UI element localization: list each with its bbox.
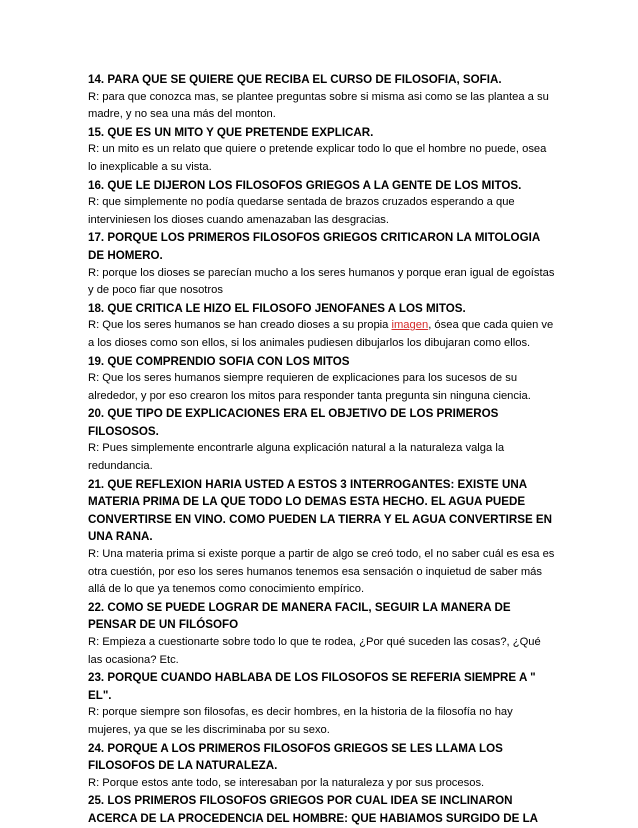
imagen-link[interactable]: imagen <box>391 319 429 332</box>
answer-22: R: Empieza a cuestionarte sobre todo lo que te rodea, ¿Por qué suceden las cosas?, ¿Qué las ocasiona? Etc. <box>88 636 541 666</box>
answer-16: R: que simplemente no podía quedarse sentada de brazos cruzados esperando a que interviniesen los dioses cuando amenazaban las desgracias. <box>88 196 515 226</box>
answer-20: R: Pues simplemente encontrarle alguna explicación natural a la naturaleza valga la redundancia. <box>88 442 505 473</box>
answer-14: R: para que conozca mas, se plantee preguntas sobre si misma asi como se las plantea a su madre, y no sea una más del monton. <box>88 90 549 121</box>
question-20: 20. QUE TIPO DE EXPLICACIONES ERA EL OBJETIVO DE LOS PRIMEROS FILOSOSOS. <box>88 407 499 438</box>
answer-19: R: Que los seres humanos siempre requieren de explicaciones para los sucesos de su alrededor, y por eso crearon los mitos para responder tanta pregunta sin ninguna ciencia. <box>88 372 531 402</box>
question-18: 18. QUE CRITICA LE HIZO EL FILOSOFO JENOFANES A LOS MITOS. <box>88 301 466 315</box>
question-15: 15. QUE ES UN MITO Y QUE PRETENDE EXPLICAR. <box>88 125 374 139</box>
question-24: 24. PORQUE A LOS PRIMEROS FILOSOFOS GRIEGOS SE LES LLAMA LOS FILOSOFOS DE LA NATURALEZA. <box>88 741 503 773</box>
question-16: 16. QUE LE DIJERON LOS FILOSOFOS GRIEGOS A LA GENTE DE LOS MITOS. <box>88 178 522 192</box>
question-22: 22. COMO SE PUEDE LOGRAR DE MANERA FACIL, SEGUIR LA MANERA DE PENSAR DE UN FILÓSOFO <box>88 600 511 632</box>
answer-18 <box>88 317 556 352</box>
question-25: 25. LOS PRIMEROS FILOSOFOS GRIEGOS POR CUAL IDEA SE INCLINARON ACERCA DE LA PROCEDENCIA DEL HOMBRE: QUE HABIAMOS SURGIDO DE LA <box>88 794 539 825</box>
answer-15: R: un mito es un relato que quiere o pretende explicar todo lo que el hombre no puede, osea lo inexplicable a su vista. <box>88 143 547 173</box>
answer-23: R: porque siempre son filosofas, es decir hombres, en la historia de la filosofía no hay mujeres, ya que se les discriminaba por su sexo. <box>88 706 513 736</box>
question-19: 19. QUE COMPRENDIO SOFIA CON LOS MITOS <box>88 354 350 368</box>
answer-24: R: Porque estos ante todo, se interesaban por la naturaleza y por sus procesos. <box>88 776 485 789</box>
document-content <box>88 71 556 828</box>
question-23: 23. PORQUE CUANDO HABLABA DE LOS FILOSOFOS SE REFERIA SIEMPRE A " EL". <box>88 671 536 702</box>
question-17: 17. PORQUE LOS PRIMEROS FILOSOFOS GRIEGOS CRITICARON LA MITOLOGIA DE HOMERO. <box>88 231 540 262</box>
answer-18-text-after: , ósea que cada quien ve a los dioses como son ellos, si los animales pudiesen dibujarlos los dibujaran como ellos. <box>88 319 554 349</box>
answer-17: R: porque los dioses se parecían mucho a los seres humanos y porque eran igual de egoístas y de poco fiar que nosotros <box>88 266 555 297</box>
answer-18-text-before: R: Que los seres humanos se han creado dioses a su propia <box>88 319 392 332</box>
question-14: 14. PARA QUE SE QUIERE QUE RECIBA EL CURSO DE FILOSOFIA, SOFIA. <box>88 73 502 86</box>
answer-21: R: Una materia prima si existe porque a partir de algo se creó todo, el no saber cuál es esa es otra cuestión, por eso los seres humanos tenemos esa sensación o inquietud de saber más allá de lo que ya tenemos como conocimiento empírico. <box>88 548 555 596</box>
question-21: 21. QUE REFLEXION HARIA USTED A ESTOS 3 INTERROGANTES: EXISTE UNA MATERIA PRIMA DE LA QUE TODO LO DEMAS ESTA HECHO. EL AGUA PUEDE CONVERTIRSE EN VINO. COMO PUEDEN LA TIERRA Y EL AGUA CONVERTIRSE EN UNA RANA. <box>88 477 553 544</box>
